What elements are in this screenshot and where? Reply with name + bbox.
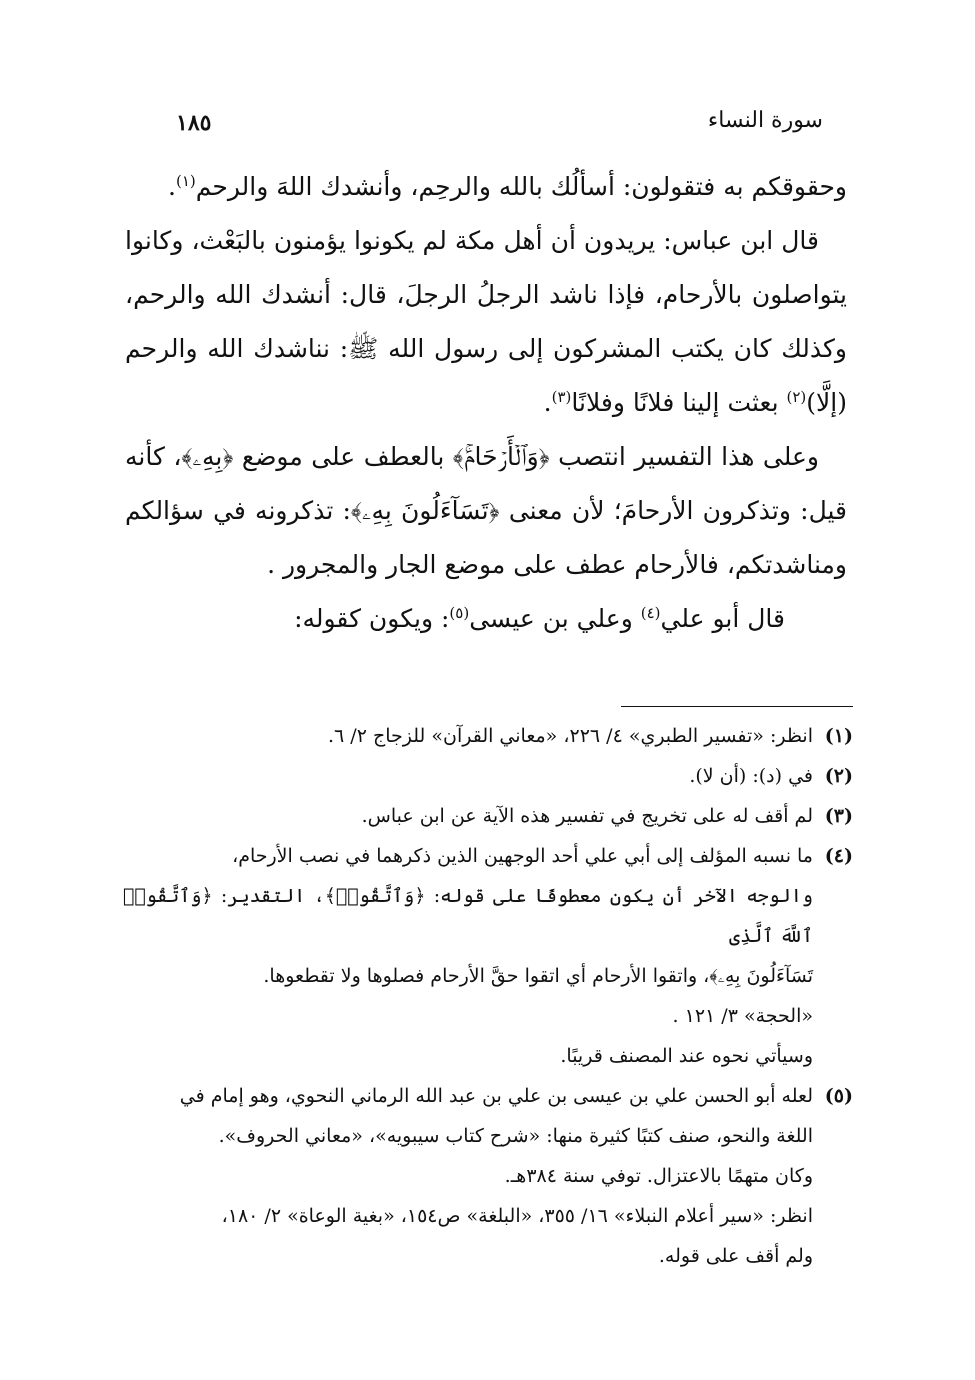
footnote-number: (٥) — [824, 1085, 853, 1107]
footnote-number: (٤) — [824, 845, 853, 867]
footnote-item — [123, 836, 853, 1036]
footnote-line: في (د): (أن لا). — [689, 765, 813, 787]
footnote-ref: (٢) — [786, 388, 807, 406]
footnote-ref: (٣) — [551, 388, 572, 406]
page-number: ١٨٥ — [176, 110, 212, 136]
footnote-line: والوجه الآخر أن يكون معطوفًا على قوله: ﴿وَٱتَّقُوا۟﴾، التقدير: ﴿وَٱتَّقُوا۟ ٱللَّهَ ٱلَّذِى — [123, 885, 813, 947]
footnote-number: (١) — [824, 725, 853, 747]
footnote-line: وكان متهمًا بالاعتزال. توفي سنة ٣٨٤هـ. — [504, 1165, 813, 1187]
footnote-line: لم أقف له على تخريج في تفسير هذه الآية عن ابن عباس. — [361, 805, 813, 827]
footnote-item — [123, 756, 853, 796]
footnote-item — [123, 796, 853, 836]
footnote-ref: (٥) — [449, 604, 470, 622]
footnote-line: انظر: «تفسير الطبري» ٤/ ٢٢٦، «معاني القرآن» للزجاج ٢/ ٦. — [327, 725, 813, 747]
footnotes-section — [123, 716, 853, 1276]
footnote-separator — [621, 706, 853, 707]
footnote-line: ولم أقف على قوله. — [658, 1245, 813, 1267]
footnote-line: لعله أبو الحسن علي بن عيسى بن علي بن عبد الله الرماني النحوي، وهو إمام في — [179, 1085, 813, 1107]
footnote-line: ما نسبه المؤلف إلى أبي علي أحد الوجهين الذين ذكرهما في نصب الأرحام، — [232, 845, 813, 867]
footnote-line: تَسَآءَلُونَ بِهِۦ﴾، واتقوا الأرحام أي اتقوا حقَّ الأرحام فصلوها ولا تقطعوها. — [263, 965, 813, 987]
footnote-ref: (١) — [175, 172, 196, 190]
paragraph-3: وعلى هذا التفسير انتصب ﴿وَٱلۡأَرۡحَامَۚ﴾ بالعطف على موضع ﴿بِهِۦ﴾، كأنه قيل: وتذكرون الأرحامَ؛ لأن معنى ﴿تَسَآءَلُونَ بِهِۦ﴾: تذكرونه في سؤالكم ومناشدتكم، فالأرحام عطف على موضع الجار والمجرور . — [125, 442, 847, 579]
footnote-line: اللغة والنحو، صنف كتبًا كثيرة منها: «شرح كتاب سيبويه»، «معاني الحروف». — [218, 1125, 813, 1147]
footnote-item — [123, 1076, 853, 1196]
footnote-item — [123, 716, 853, 756]
footnote-line: انظر: «سير أعلام النبلاء» ١٦/ ٣٥٥، «البلغة» ص١٥٤، «بغية الوعاة» ٢/ ١٨٠، — [221, 1205, 813, 1227]
paragraph-1: وحقوقكم به فتقولون: أسألُك بالله والرحِم، وأنشدك اللهَ والرحم$^{(١)}$. — [168, 172, 847, 201]
footnote-line: «الحجة» ٣/ ١٢١ . — [672, 1005, 813, 1027]
paragraph-2: قال ابن عباس: يريدون أن أهل مكة لم يكونوا يؤمنون بالبَعْث، وكانوا يتواصلون بالأرحام، فإذا ناشد الرجلُ الرجلَ، قال: أنشدك الله والرحم، وكذلك كان يكتب المشركون إلى رسول الله ﷺ: نناشدك الله والرحم (إلَّا)$^{(٢)}$ بعثت إلينا فلانًا وفلانًا$^{(٣)}$. — [125, 226, 847, 417]
footnote-note — [123, 1196, 853, 1276]
surah-title: سورة النساء — [707, 108, 823, 133]
footnote-ref: (٤) — [640, 604, 661, 622]
paragraph-4: قال أبو علي$^{(٤)}$ وعلي بن عيسى$^{(٥)}$: ويكون كقوله: — [294, 604, 785, 633]
footnote-note: وسيأتي نحوه عند المصنف قريبًا. — [560, 1045, 813, 1067]
main-text-body — [125, 160, 847, 646]
footnote-number: (٢) — [824, 765, 853, 787]
running-header — [0, 106, 975, 146]
footnote-number: (٣) — [824, 805, 853, 827]
